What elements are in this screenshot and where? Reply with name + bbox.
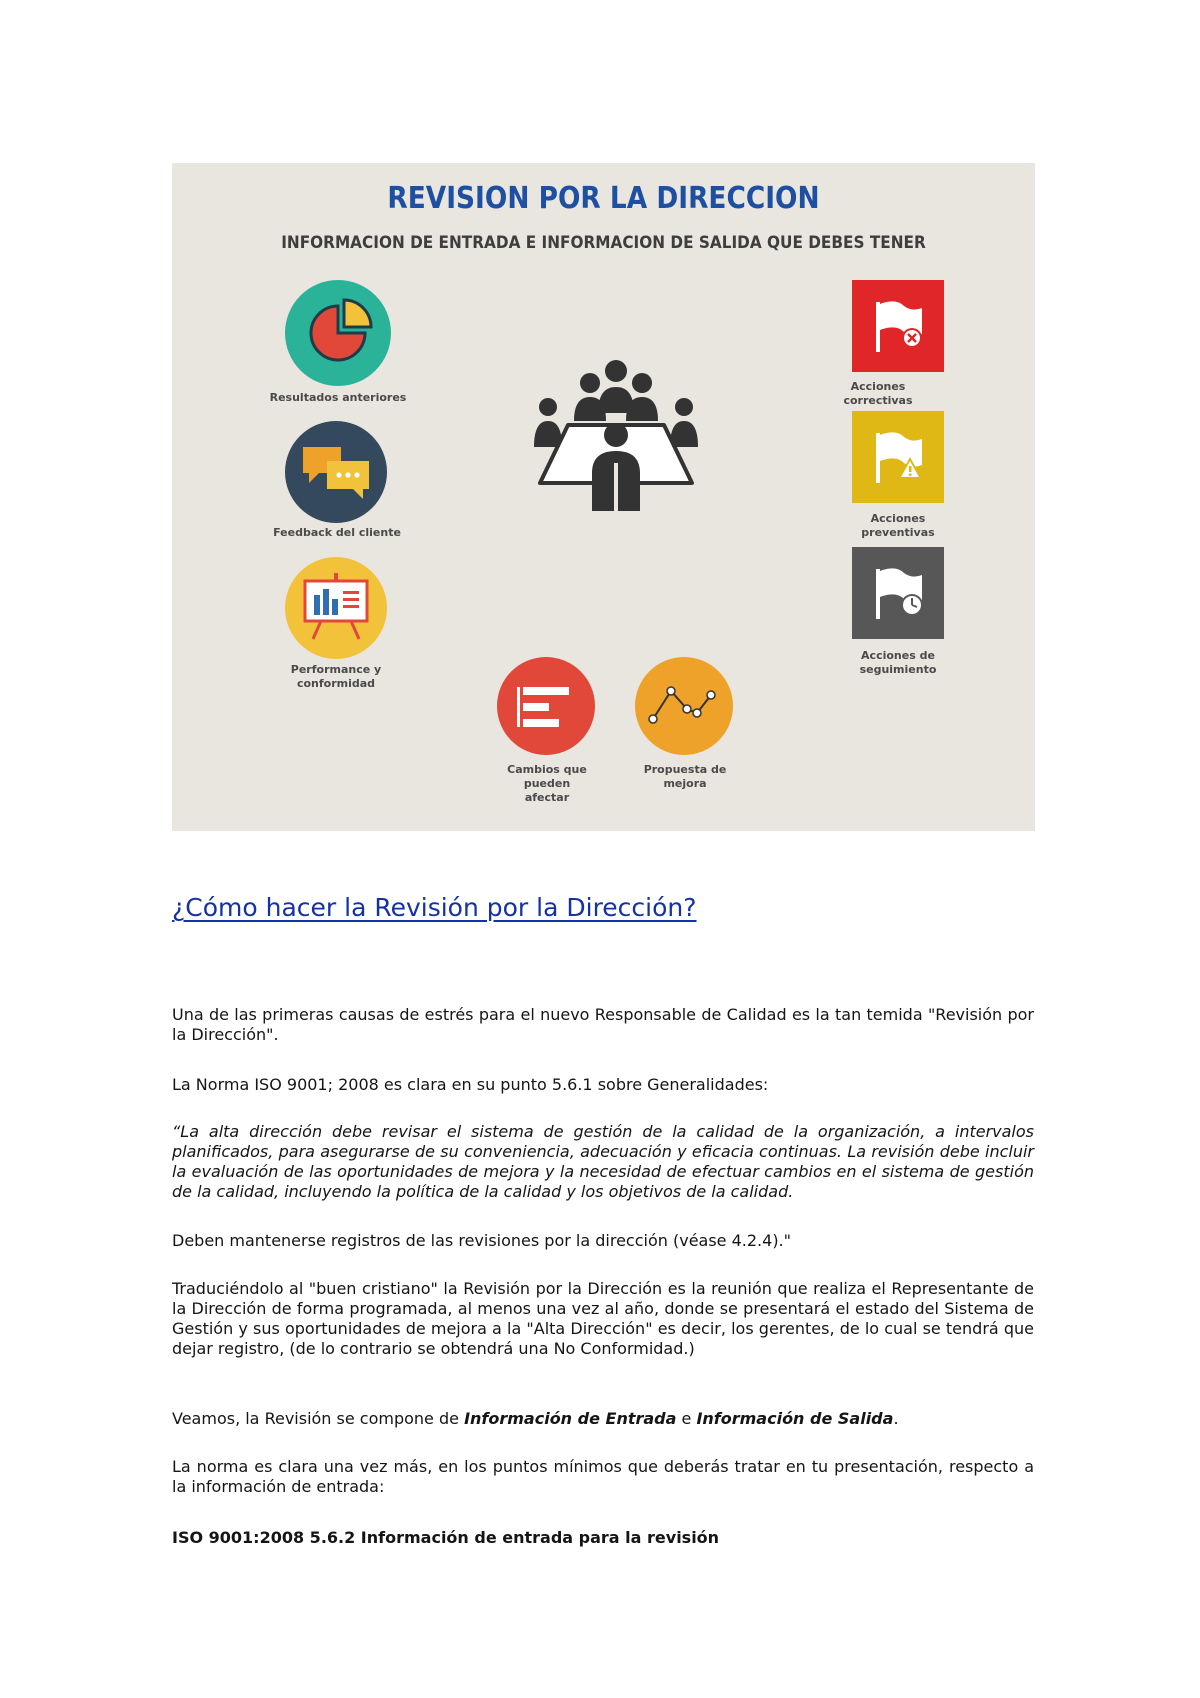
label-performance: Performance y conformidad bbox=[290, 663, 382, 690]
label-feedback: Feedback del cliente bbox=[273, 526, 401, 539]
label-propuesta: Propuesta de mejora bbox=[643, 763, 727, 790]
article-heading[interactable]: ¿Cómo hacer la Revisión por la Dirección? bbox=[172, 893, 697, 922]
paragraph-registros: Deben mantenerse registros de las revisiones por la dirección (véase 4.2.4)." bbox=[172, 1231, 791, 1250]
infographic bbox=[172, 163, 1035, 831]
paragraph-quote: “La alta dirección debe revisar el sistema de gestión de la calidad de la organización, a intervalos planificados, para asegurarse de su conveniencia, adecuación y eficacia continuas. La revisión debe incluir la evaluación de las oportunidades de mejora y la necesidad de efectuar cambios en el sistema de gestión de la calidad, incluyendo la política de la calidad y los objetivos de la calidad. bbox=[172, 1122, 1034, 1201]
paragraph-veamos bbox=[172, 1409, 1034, 1429]
informacion-salida-text: Información de Salida bbox=[696, 1409, 894, 1428]
meeting-table-icon bbox=[534, 359, 698, 511]
label-preventivas: Acciones preventivas bbox=[861, 512, 935, 539]
label-correctivas: Acciones correctivas bbox=[843, 380, 913, 407]
line-graph-icon bbox=[635, 657, 733, 755]
label-resultados: Resultados anteriores bbox=[269, 391, 407, 404]
speech-bubbles-icon bbox=[285, 421, 387, 523]
label-seguimiento: Acciones de seguimiento bbox=[859, 649, 937, 676]
bar-list-icon bbox=[497, 657, 595, 755]
veamos-text: Veamos, la Revisión se compone de bbox=[172, 1409, 465, 1428]
informacion-entrada-text: Información de Entrada bbox=[464, 1409, 677, 1428]
veamos-period: . bbox=[893, 1409, 899, 1428]
paragraph-norma: La Norma ISO 9001; 2008 es clara en su punto 5.6.1 sobre Generalidades: bbox=[172, 1075, 769, 1094]
veamos-connector: e bbox=[676, 1409, 697, 1428]
infographic-title: REVISION POR LA DIRECCION bbox=[387, 181, 820, 216]
flag-clock-icon bbox=[852, 547, 944, 639]
paragraph-traduciendolo: Traduciéndolo al "buen cristiano" la Revisión por la Dirección es la reunión que realiza el Representante de la Dirección de forma programada, al menos una vez al año, donde se presentará el estado del Sistema de Gestión y sus oportunidades de mejora a la "Alta Dirección" es decir, los gerentes, de lo cual se tendrá que dejar registro, (de lo contrario se obtendrá una No Conformidad.) bbox=[172, 1279, 1034, 1358]
paragraph-norma-clara: La norma es clara una vez más, en los puntos mínimos que deberás tratar en tu presentación, respecto a la información de entrada: bbox=[172, 1457, 1034, 1496]
paragraph-intro: Una de las primeras causas de estrés para el nuevo Responsable de Calidad es la tan temida "Revisión por la Dirección". bbox=[172, 1005, 1034, 1044]
flag-warning-icon bbox=[852, 411, 944, 503]
pie-chart-icon bbox=[285, 280, 391, 386]
section-title-iso: ISO 9001:2008 5.6.2 Información de entrada para la revisión bbox=[172, 1528, 720, 1547]
flag-error-icon bbox=[852, 280, 944, 372]
infographic-subtitle: INFORMACION DE ENTRADA E INFORMACION DE SALIDA QUE DEBES TENER bbox=[281, 233, 926, 253]
label-cambios: Cambios que pueden afectar bbox=[507, 763, 587, 804]
presentation-board-icon bbox=[285, 557, 387, 659]
